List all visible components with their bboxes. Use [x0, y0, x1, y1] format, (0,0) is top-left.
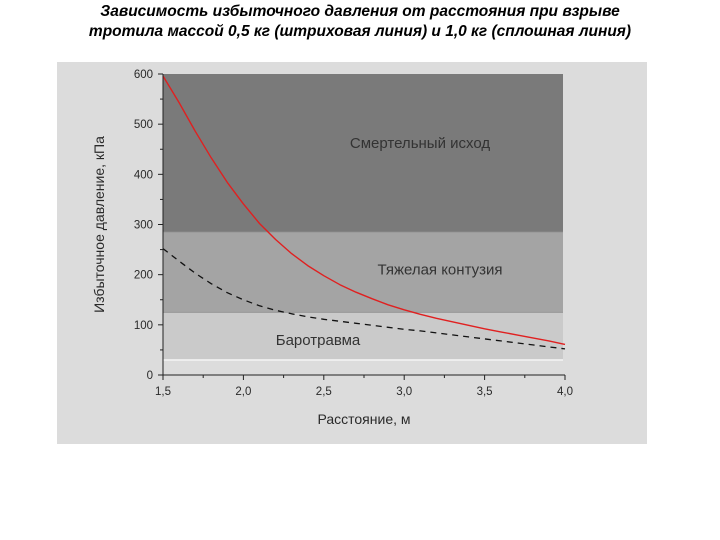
y-tick-label: 400 — [133, 169, 153, 182]
zone-death — [163, 74, 563, 232]
slide-title-line-1: Зависимость избыточного давления от расстояния при взрыве — [100, 3, 620, 20]
x-axis-title: Расстояние, м — [317, 411, 411, 427]
x-tick-label: 4,0 — [557, 386, 573, 398]
zones-layer — [163, 74, 563, 360]
y-tick-label: 0 — [146, 370, 153, 382]
y-axis-title: Избыточное давление, кПа — [91, 136, 107, 313]
zone-heavy-contusion — [163, 232, 563, 312]
y-tick-label: 500 — [133, 119, 153, 132]
y-tick-label: 200 — [133, 269, 153, 282]
x-tick-label: 3,0 — [396, 386, 413, 398]
zone-label-death: Смертельный исход — [349, 135, 491, 153]
x-tick-label: 2,0 — [235, 386, 252, 398]
slide-title-line-2: тротила массой 0,5 кг (штриховая линия) и 1,0 кг (сплошная линия) — [88, 23, 632, 40]
zone-label-heavy-contusion: Тяжелая контузия — [377, 261, 503, 279]
x-tick-label: 2,5 — [315, 386, 332, 398]
x-tick-label: 3,5 — [476, 386, 493, 398]
zone-label-barotrauma: Баротравма — [275, 331, 361, 349]
y-tick-label: 100 — [133, 319, 153, 332]
x-tick-label: 1,5 — [155, 386, 171, 398]
zone-barotrauma — [163, 312, 563, 360]
y-tick-label: 600 — [133, 69, 153, 81]
y-tick-label: 300 — [133, 219, 153, 232]
